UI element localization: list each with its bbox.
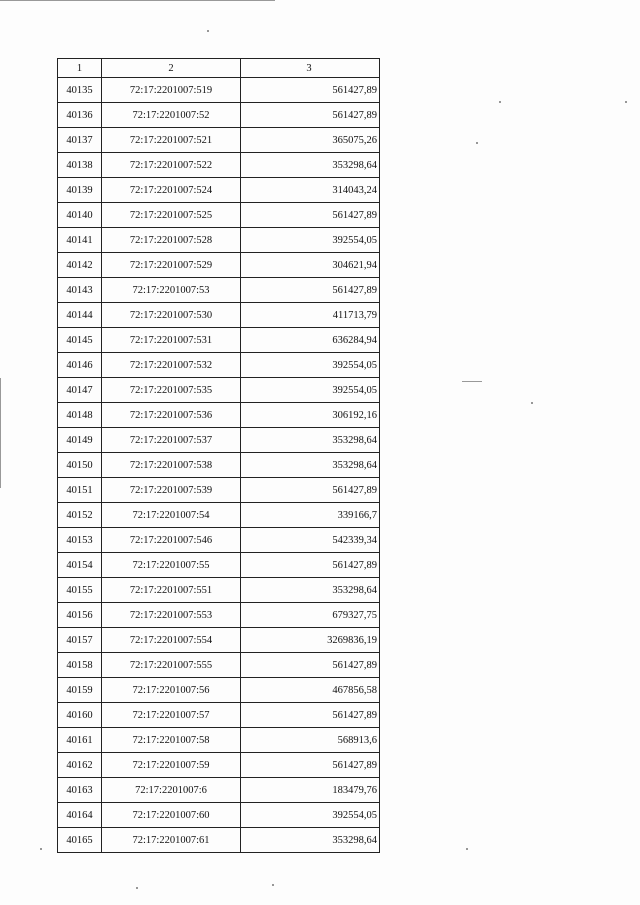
table-row (58, 353, 380, 378)
table-row (58, 278, 380, 303)
value-cell: 542339,34 (241, 528, 380, 553)
cadastral-number-cell: 72:17:2201007:61 (102, 828, 241, 853)
value-cell: 304621,94 (241, 253, 380, 278)
table-row (58, 778, 380, 803)
table-row (58, 828, 380, 853)
scan-mark (0, 378, 1, 488)
row-number-cell: 40136 (58, 103, 102, 128)
row-number-cell: 40149 (58, 428, 102, 453)
value-cell: 353298,64 (241, 453, 380, 478)
cadastral-number-cell: 72:17:2201007:57 (102, 703, 241, 728)
value-cell: 561427,89 (241, 78, 380, 103)
cadastral-number-cell: 72:17:2201007:553 (102, 603, 241, 628)
table-row (58, 78, 380, 103)
value-cell: 365075,26 (241, 128, 380, 153)
scan-speck (531, 402, 533, 404)
value-cell: 339166,7 (241, 503, 380, 528)
cadastral-number-cell: 72:17:2201007:59 (102, 753, 241, 778)
table-row (58, 653, 380, 678)
table-row (58, 478, 380, 503)
row-number-cell: 40164 (58, 803, 102, 828)
value-cell: 353298,64 (241, 153, 380, 178)
table-row (58, 753, 380, 778)
row-number-cell: 40161 (58, 728, 102, 753)
value-cell: 561427,89 (241, 753, 380, 778)
scan-speck (499, 101, 501, 103)
row-number-cell: 40150 (58, 453, 102, 478)
row-number-cell: 40152 (58, 503, 102, 528)
row-number-cell: 40147 (58, 378, 102, 403)
cadastral-number-cell: 72:17:2201007:528 (102, 228, 241, 253)
column-header-1: 1 (58, 59, 102, 78)
cadastral-number-cell: 72:17:2201007:554 (102, 628, 241, 653)
value-cell: 679327,75 (241, 603, 380, 628)
table-row (58, 603, 380, 628)
cadastral-value-table (57, 58, 380, 853)
table-row (58, 328, 380, 353)
table-row (58, 303, 380, 328)
row-number-cell: 40138 (58, 153, 102, 178)
table-row (58, 103, 380, 128)
table-row (58, 253, 380, 278)
row-number-cell: 40145 (58, 328, 102, 353)
value-cell: 561427,89 (241, 553, 380, 578)
row-number-cell: 40135 (58, 78, 102, 103)
table-row (58, 178, 380, 203)
column-header-2: 2 (102, 59, 241, 78)
table-row (58, 503, 380, 528)
cadastral-number-cell: 72:17:2201007:555 (102, 653, 241, 678)
cadastral-number-cell: 72:17:2201007:532 (102, 353, 241, 378)
cadastral-number-cell: 72:17:2201007:521 (102, 128, 241, 153)
value-cell: 353298,64 (241, 578, 380, 603)
table-row (58, 528, 380, 553)
row-number-cell: 40148 (58, 403, 102, 428)
value-cell: 467856,58 (241, 678, 380, 703)
cadastral-number-cell: 72:17:2201007:60 (102, 803, 241, 828)
value-cell: 392554,05 (241, 803, 380, 828)
row-number-cell: 40139 (58, 178, 102, 203)
row-number-cell: 40160 (58, 703, 102, 728)
table-row (58, 203, 380, 228)
value-cell: 561427,89 (241, 103, 380, 128)
cadastral-number-cell: 72:17:2201007:537 (102, 428, 241, 453)
cadastral-number-cell: 72:17:2201007:53 (102, 278, 241, 303)
value-cell: 353298,64 (241, 428, 380, 453)
row-number-cell: 40143 (58, 278, 102, 303)
cadastral-number-cell: 72:17:2201007:58 (102, 728, 241, 753)
scan-speck (40, 848, 42, 850)
table-header-row (58, 59, 380, 78)
row-number-cell: 40151 (58, 478, 102, 503)
value-cell: 3269836,19 (241, 628, 380, 653)
table-row (58, 728, 380, 753)
row-number-cell: 40154 (58, 553, 102, 578)
scan-speck (136, 887, 138, 889)
row-number-cell: 40140 (58, 203, 102, 228)
cadastral-number-cell: 72:17:2201007:531 (102, 328, 241, 353)
table-row (58, 628, 380, 653)
table-row (58, 228, 380, 253)
value-cell: 314043,24 (241, 178, 380, 203)
value-cell: 561427,89 (241, 653, 380, 678)
value-cell: 561427,89 (241, 703, 380, 728)
value-cell: 568913,6 (241, 728, 380, 753)
table-row (58, 378, 380, 403)
table-row (58, 453, 380, 478)
scan-mark (0, 0, 275, 1)
value-cell: 392554,05 (241, 228, 380, 253)
cadastral-number-cell: 72:17:2201007:522 (102, 153, 241, 178)
row-number-cell: 40162 (58, 753, 102, 778)
cadastral-number-cell: 72:17:2201007:538 (102, 453, 241, 478)
cadastral-number-cell: 72:17:2201007:536 (102, 403, 241, 428)
cadastral-number-cell: 72:17:2201007:6 (102, 778, 241, 803)
cadastral-number-cell: 72:17:2201007:52 (102, 103, 241, 128)
cadastral-number-cell: 72:17:2201007:546 (102, 528, 241, 553)
row-number-cell: 40153 (58, 528, 102, 553)
scan-mark (462, 381, 482, 382)
value-cell: 411713,79 (241, 303, 380, 328)
table-row (58, 553, 380, 578)
value-cell: 306192,16 (241, 403, 380, 428)
cadastral-number-cell: 72:17:2201007:525 (102, 203, 241, 228)
value-cell: 392554,05 (241, 378, 380, 403)
row-number-cell: 40144 (58, 303, 102, 328)
cadastral-number-cell: 72:17:2201007:56 (102, 678, 241, 703)
row-number-cell: 40163 (58, 778, 102, 803)
table-row (58, 153, 380, 178)
value-cell: 561427,89 (241, 478, 380, 503)
value-cell: 561427,89 (241, 203, 380, 228)
value-cell: 561427,89 (241, 278, 380, 303)
row-number-cell: 40159 (58, 678, 102, 703)
scan-speck (207, 30, 209, 32)
row-number-cell: 40165 (58, 828, 102, 853)
cadastral-number-cell: 72:17:2201007:551 (102, 578, 241, 603)
cadastral-number-cell: 72:17:2201007:539 (102, 478, 241, 503)
row-number-cell: 40158 (58, 653, 102, 678)
cadastral-number-cell: 72:17:2201007:535 (102, 378, 241, 403)
cadastral-number-cell: 72:17:2201007:54 (102, 503, 241, 528)
cadastral-number-cell: 72:17:2201007:529 (102, 253, 241, 278)
table-row (58, 403, 380, 428)
cadastral-number-cell: 72:17:2201007:55 (102, 553, 241, 578)
column-header-3: 3 (241, 59, 380, 78)
row-number-cell: 40146 (58, 353, 102, 378)
row-number-cell: 40141 (58, 228, 102, 253)
value-cell: 636284,94 (241, 328, 380, 353)
table-row (58, 428, 380, 453)
table-row (58, 128, 380, 153)
value-cell: 183479,76 (241, 778, 380, 803)
scan-speck (466, 848, 468, 850)
cadastral-number-cell: 72:17:2201007:530 (102, 303, 241, 328)
value-cell: 392554,05 (241, 353, 380, 378)
row-number-cell: 40142 (58, 253, 102, 278)
cadastral-number-cell: 72:17:2201007:519 (102, 78, 241, 103)
value-cell: 353298,64 (241, 828, 380, 853)
scan-speck (625, 101, 627, 103)
row-number-cell: 40155 (58, 578, 102, 603)
row-number-cell: 40137 (58, 128, 102, 153)
table-row (58, 703, 380, 728)
scan-speck (272, 884, 274, 886)
cadastral-number-cell: 72:17:2201007:524 (102, 178, 241, 203)
row-number-cell: 40156 (58, 603, 102, 628)
table-row (58, 578, 380, 603)
row-number-cell: 40157 (58, 628, 102, 653)
table-row (58, 803, 380, 828)
table-row (58, 678, 380, 703)
scan-speck (476, 142, 478, 144)
